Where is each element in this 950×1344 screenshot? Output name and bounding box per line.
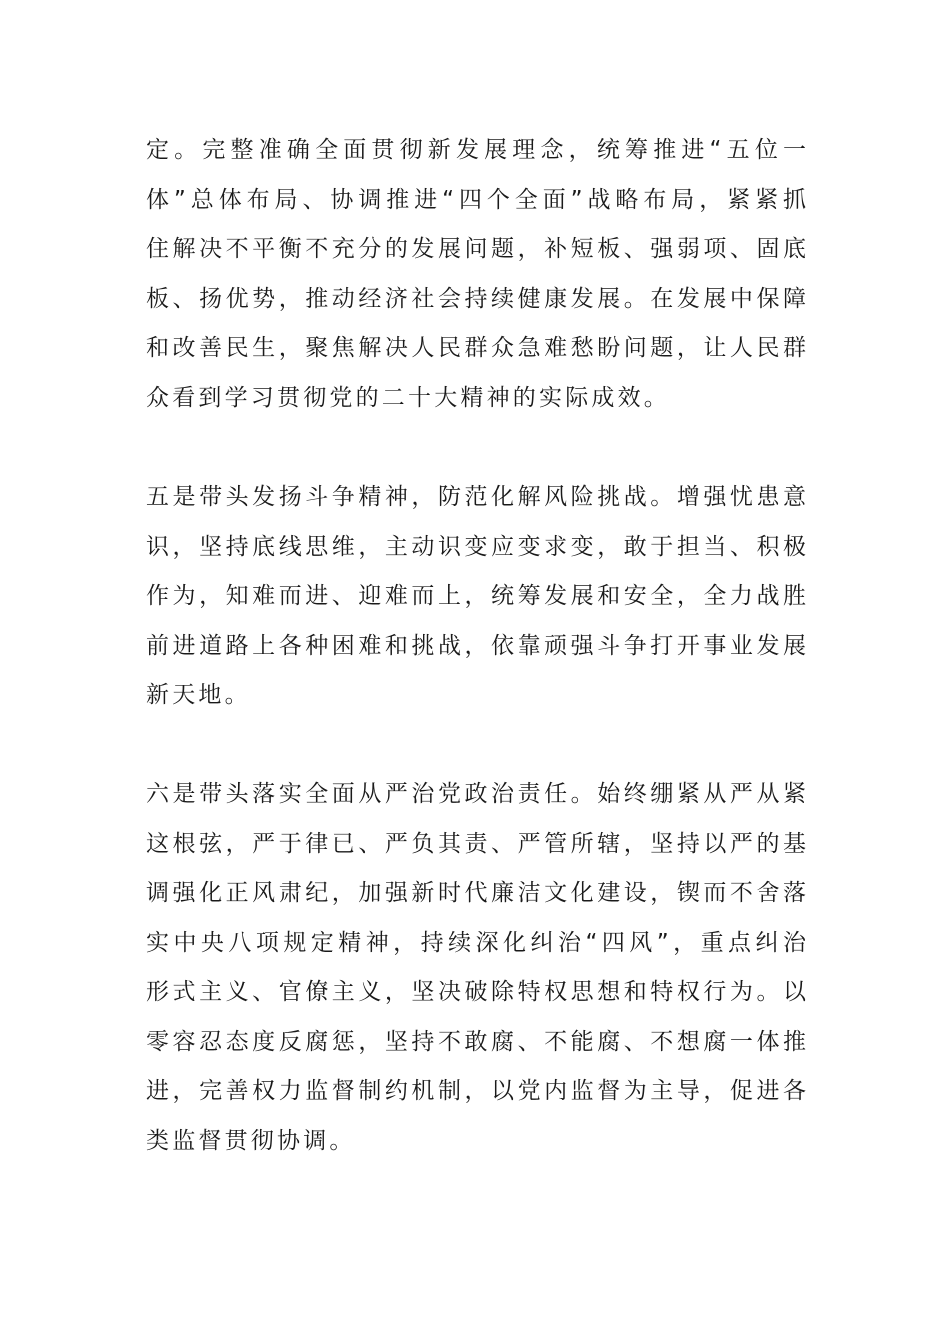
text-line: 和改善民生，聚焦解决人民群众急难愁盼问题，让人民群 [146, 335, 806, 361]
text-line: 六是带头落实全面从严治党政治责任。始终绷紧从严从紧 [146, 781, 806, 807]
text-line: 住解决不平衡不充分的发展问题，补短板、强弱项、固底 [146, 236, 806, 262]
text-line: 前进道路上各种困难和挑战，依靠顽强斗争打开事业发展 [146, 632, 806, 659]
text-line: 这根弦，严于律已、严负其责、严管所辖，坚持以严的基 [146, 830, 806, 857]
text-line: 众看到学习贯彻党的二十大精神的实际成效。 [146, 384, 670, 411]
text-line: 实中央八项规定精神，持续深化纠治“四风”，重点纠治 [146, 929, 806, 956]
paragraph-development [146, 126, 806, 423]
text-line: 识，坚持底线思维，主动识变应变求变，敢于担当、积极 [146, 533, 806, 560]
paragraph-point-six [146, 770, 806, 1166]
text-line: 定。完整准确全面贯彻新发展理念，统筹推进“五位一 [146, 137, 806, 163]
text-line: 调强化正风肃纪，加强新时代廉洁文化建设，锲而不舍落 [146, 880, 806, 906]
text-line: 作为，知难而进、迎难而上，统筹发展和安全，全力战胜 [146, 583, 806, 609]
text-line: 板、扬优势，推动经济社会持续健康发展。在发展中保障 [146, 285, 806, 312]
text-line: 形式主义、官僚主义，坚决破除特权思想和特权行为。以 [146, 979, 806, 1005]
text-line: 进，完善权力监督制约机制，以党内监督为主导，促进各 [146, 1078, 806, 1104]
text-line: 体”总体布局、协调推进“四个全面”战略布局，紧紧抓 [146, 186, 806, 213]
text-line: 五是带头发扬斗争精神，防范化解风险挑战。增强忧患意 [146, 484, 806, 510]
paragraph-point-five [146, 473, 806, 721]
text-line: 新天地。 [146, 682, 251, 708]
text-line: 零容忍态度反腐惩，坚持不敢腐、不能腐、不想腐一体推 [146, 1028, 806, 1055]
text-line: 类监督贯彻协调。 [146, 1127, 356, 1154]
